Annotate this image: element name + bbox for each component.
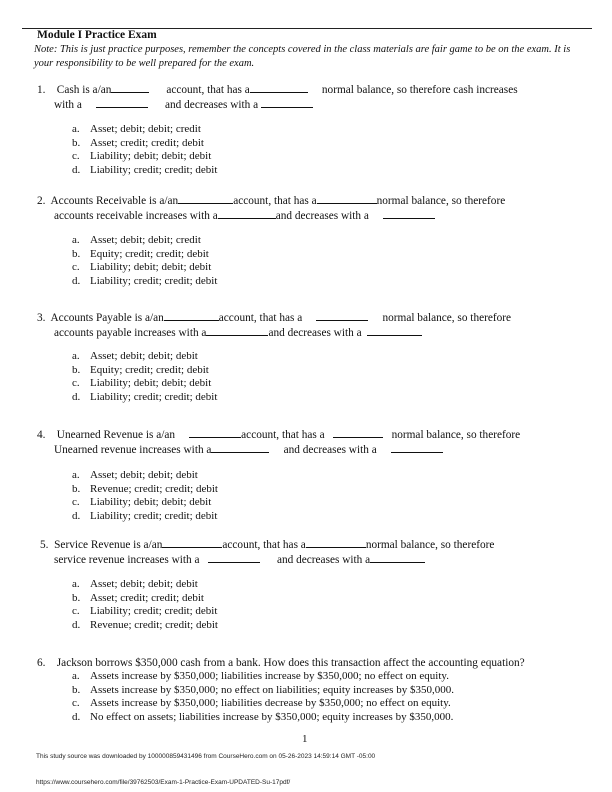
option: b. Assets increase by $350,000; no effect on liabilities; equity increases by $350,000.	[72, 683, 454, 696]
answer-blank	[370, 552, 425, 563]
question-text: service revenue increases with a	[54, 554, 200, 566]
page-number: 1	[302, 733, 308, 745]
question-text: account, that has a	[222, 539, 306, 551]
question-text: accounts receivable increases with a	[54, 210, 218, 222]
answer-blank	[306, 537, 366, 548]
answer-options	[72, 670, 454, 725]
option: a. Asset; debit; debit; debit	[72, 469, 198, 481]
answer-options	[72, 469, 218, 524]
question-text: and decreases with a	[165, 99, 259, 111]
option: d. Liability; credit; credit; debit	[72, 391, 218, 404]
question-text: Unearned Revenue is a/an	[56, 429, 176, 441]
answer-blank	[316, 310, 368, 321]
option: a. Asset; debit; debit; credit	[72, 234, 201, 246]
question-6	[37, 656, 525, 670]
answer-blank	[261, 97, 313, 108]
question-name: Jackson	[56, 657, 93, 669]
option: b. Equity; credit; credit; debit	[72, 363, 209, 376]
answer-blank	[333, 427, 383, 438]
question-number: 1.	[37, 84, 46, 96]
option: a. Assets increase by $350,000; liabilities increase by $350,000; no effect on equity.	[72, 670, 449, 682]
question-number: 6.	[37, 657, 46, 669]
question-text: normal balance, so therefore	[365, 539, 495, 551]
answer-blank	[250, 82, 308, 93]
answer-options	[72, 350, 217, 405]
option: a. Asset; debit; debit; credit	[72, 123, 201, 135]
answer-blank	[218, 208, 276, 219]
question-text: Accounts Payable is a/an	[50, 312, 164, 324]
answer-blank	[391, 442, 443, 453]
option: c. Liability; debit; debit; debit	[72, 496, 212, 509]
question-text: and decreases with a	[276, 554, 371, 566]
option: c. Liability; debit; debit; debit	[72, 150, 212, 163]
question-number: 3.	[37, 312, 46, 324]
footer-source: This study source was downloaded by 100000859431496 from CourseHero.com on 05-26-2023 14:59:14 GMT -05:00	[36, 753, 376, 760]
answer-options	[72, 578, 218, 633]
question-5	[40, 537, 494, 567]
answer-blank	[96, 97, 148, 108]
option: d. Liability; credit; credit; debit	[72, 510, 218, 523]
question-2	[37, 193, 505, 223]
answer-options	[72, 234, 217, 289]
question-number: 2.	[37, 195, 46, 207]
answer-options	[72, 123, 217, 178]
answer-blank	[211, 442, 269, 453]
answer-blank	[317, 193, 377, 204]
answer-blank	[178, 193, 233, 204]
question-text: Service Revenue is a/an	[54, 539, 163, 551]
option: c. Liability; debit; debit; debit	[72, 377, 212, 390]
question-text: normal balance, so therefore cash increases	[321, 84, 518, 96]
answer-blank	[208, 552, 260, 563]
answer-blank	[206, 325, 268, 336]
answer-blank	[383, 208, 435, 219]
question-text: accounts payable increases with a	[54, 327, 207, 339]
instructions-note: Note: This is just practice purposes, remember the concepts covered in the class materials are fair game to be on the exam. It is your responsibility to be well prepared for the exam.	[34, 44, 571, 69]
question-text: Unearned revenue increases with a	[54, 444, 212, 456]
question-text: borrows $350,000 cash from a bank. How does this transaction affect the accounting equation?	[95, 657, 525, 669]
option: b. Asset; credit; credit; debit	[72, 591, 204, 604]
question-text: normal balance, so therefore	[382, 312, 512, 324]
question-1	[37, 82, 518, 112]
question-number: 4.	[37, 429, 46, 441]
question-text: with a	[54, 99, 82, 111]
option: d. No effect on assets; liabilities increase by $350,000; equity increases by $350,000.	[72, 711, 454, 724]
question-4	[37, 427, 520, 457]
question-text: account, that has a	[233, 195, 317, 207]
question-text: normal balance, so therefore	[376, 195, 506, 207]
option: d. Revenue; credit; credit; debit	[72, 619, 218, 632]
option: d. Liability; credit; credit; debit	[72, 275, 218, 288]
option: d. Liability; credit; credit; debit	[72, 164, 218, 177]
question-number: 5.	[40, 539, 49, 551]
question-text: and decreases with a	[268, 327, 362, 339]
question-3	[37, 310, 511, 340]
answer-blank	[162, 537, 222, 548]
question-text: and decreases with a	[275, 210, 369, 222]
question-text: Accounts Receivable is a/an	[50, 195, 179, 207]
footer-url[interactable]: https://www.coursehero.com/file/39762503/Exam-1-Practice-Exam-UPDATED-Su-17pdf/	[36, 779, 291, 786]
question-text: and decreases with a	[283, 444, 377, 456]
option: a. Asset; debit; debit; debit	[72, 350, 198, 362]
option: b. Revenue; credit; credit; debit	[72, 482, 218, 495]
answer-blank	[164, 310, 219, 321]
answer-blank	[367, 325, 422, 336]
question-text: normal balance, so therefore	[391, 429, 521, 441]
option: c. Assets increase by $350,000; liabilities decrease by $350,000; no effect on equity.	[72, 697, 451, 710]
option: a. Asset; debit; debit; debit	[72, 578, 198, 590]
answer-blank	[189, 427, 241, 438]
option: c. Liability; credit; credit; debit	[72, 605, 218, 618]
question-text: account, that has a	[241, 429, 325, 441]
option: c. Liability; debit; debit; debit	[72, 261, 212, 274]
question-text: account, that has a	[218, 312, 303, 324]
page-title: Module I Practice Exam	[37, 29, 157, 41]
option: b. Asset; credit; credit; debit	[72, 136, 204, 149]
option: b. Equity; credit; credit; debit	[72, 247, 209, 260]
answer-blank	[111, 82, 149, 93]
question-text: account, that has a	[166, 84, 250, 96]
question-text: Cash is a/an	[56, 84, 112, 96]
